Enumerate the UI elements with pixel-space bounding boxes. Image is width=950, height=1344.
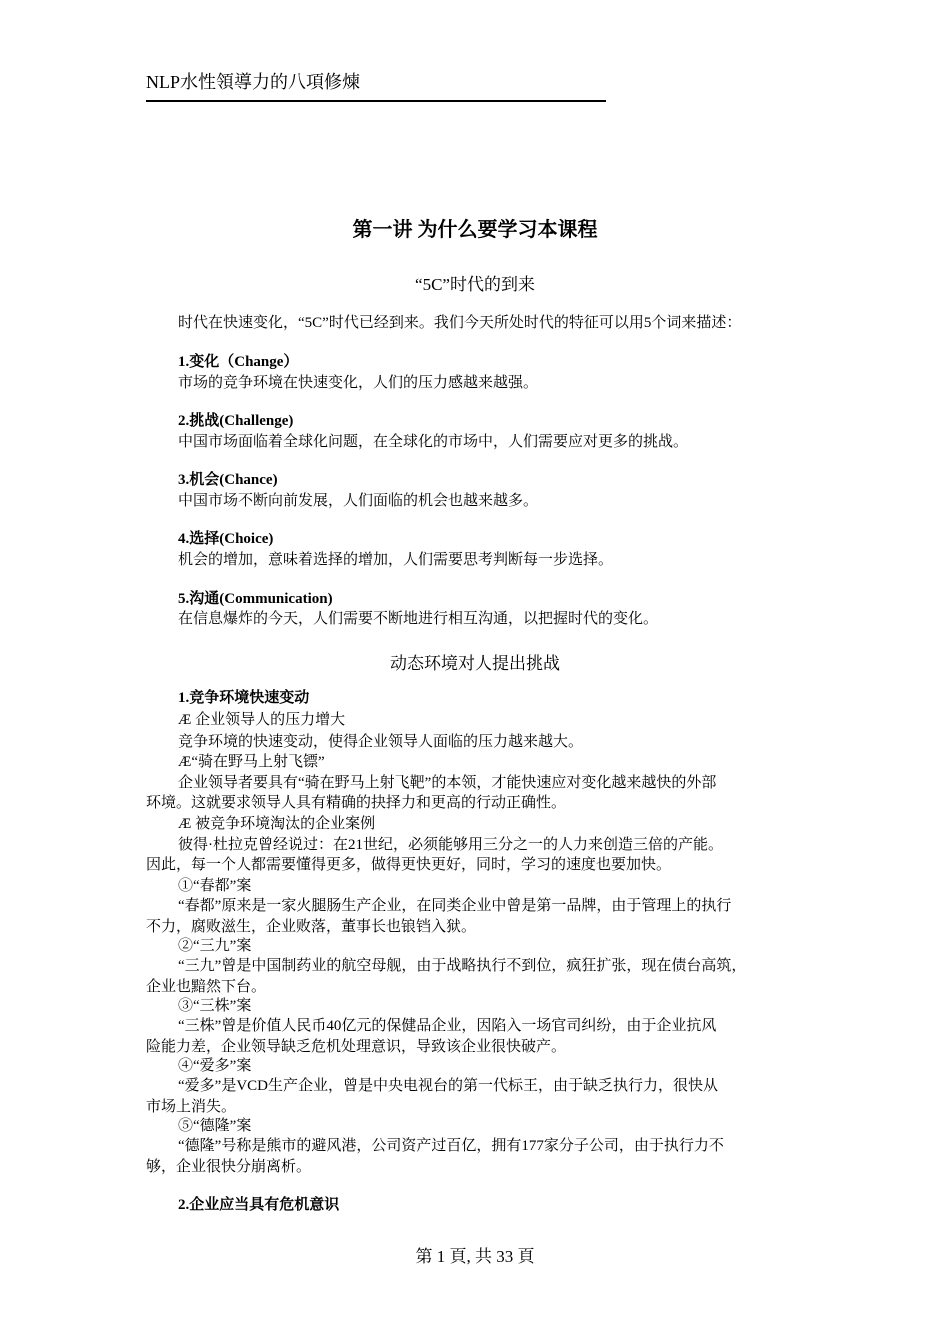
bullet-wild-horse: Æ“骑在野马上射飞镖” <box>178 754 325 770</box>
bullet-pressure: Æ 企业领导人的压力增大 <box>178 712 346 728</box>
item-title-change: 1.变化（Change） <box>178 354 299 370</box>
case-title-sanjiu: ②“三九”案 <box>178 938 252 954</box>
item-title-challenge: 2.挑战(Challenge) <box>178 413 294 429</box>
paragraph-line: 因此，每一个人都需要懂得更多，做得更快更好，同时，学习的速度也要加快。 <box>146 857 672 873</box>
paragraph-line: “春都”原来是一家火腿肠生产企业，在同类企业中曾是第一品牌，由于管理上的执行 <box>178 898 732 914</box>
paragraph-line: 市场上消失。 <box>146 1099 237 1115</box>
paragraph-line: “三株”曾是价值人民币40亿元的保健品企业，因陷入一场官司纠纷，由于企业抗风 <box>178 1018 717 1034</box>
paragraph-line: 企业领导者要具有“骑在野马上射飞靶”的本领，才能快速应对变化越来越快的外部 <box>178 775 717 791</box>
paragraph-line: 不力，腐败滋生，企业败落，董事长也锒铛入狱。 <box>146 919 477 935</box>
paragraph-line: 竞争环境的快速变动，使得企业领导人面临的压力越来越大。 <box>178 734 584 750</box>
paragraph-line: 彼得·杜拉克曾经说过：在21世纪，必须能够用三分之一的人力来创造三倍的产能。 <box>178 837 723 853</box>
page-footer: 第 1 頁, 共 33 頁 <box>415 1247 535 1266</box>
paragraph-line: “德隆”号称是熊市的避风港，公司资产过百亿，拥有177家分子公司，由于执行力不 <box>178 1138 724 1154</box>
paragraph-line: “三九”曾是中国制药业的航空母舰，由于战略执行不到位，疯狂扩张，现在债台高筑， <box>178 958 747 974</box>
subheading-crisis-awareness: 2.企业应当具有危机意识 <box>178 1197 340 1213</box>
header-rule <box>146 100 606 102</box>
section-heading-challenge: 动态环境对人提出挑战 <box>390 654 560 673</box>
item-text-communication: 在信息爆炸的今天，人们需要不断地进行相互沟通，以把握时代的变化。 <box>178 611 659 627</box>
item-title-chance: 3.机会(Chance) <box>178 472 278 488</box>
lecture-title: 第一讲 为什么要学习本课程 <box>352 219 598 241</box>
section-heading-5c: “5C”时代的到来 <box>415 275 535 294</box>
paragraph-line: 环境。这就要求领导人具有精确的抉择力和更高的行动正确性。 <box>146 795 567 811</box>
item-text-choice: 机会的增加，意味着选择的增加，人们需要思考判断每一步选择。 <box>178 552 614 568</box>
intro-paragraph: 时代在快速变化，“5C”时代已经到来。我们今天所处时代的特征可以用5个词来描述： <box>178 315 742 331</box>
item-text-change: 市场的竞争环境在快速变化，人们的压力感越来越强。 <box>178 375 539 391</box>
item-text-challenge: 中国市场面临着全球化问题，在全球化的市场中，人们需要应对更多的挑战。 <box>178 434 689 450</box>
case-title-sanzhu: ③“三株”案 <box>178 998 252 1014</box>
paragraph-line: “爱多”是VCD生产企业，曾是中央电视台的第一代标王，由于缺乏执行力，很快从 <box>178 1078 718 1094</box>
case-title-delong: ⑤“德隆”案 <box>178 1118 252 1134</box>
subheading-competition: 1.竞争环境快速变动 <box>178 690 310 706</box>
item-title-choice: 4.选择(Choice) <box>178 531 274 547</box>
running-header: NLP水性領導力的八項修煉 <box>146 72 361 92</box>
case-title-aiduo: ④“爱多”案 <box>178 1058 252 1074</box>
case-title-chundu: ①“春都”案 <box>178 878 252 894</box>
bullet-case-studies: Æ 被竞争环境淘汰的企业案例 <box>178 816 376 832</box>
paragraph-line: 险能力差，企业领导缺乏危机处理意识，导致该企业很快破产。 <box>146 1039 567 1055</box>
paragraph-line: 企业也黯然下台。 <box>146 979 267 995</box>
paragraph-line: 够，企业很快分崩离析。 <box>146 1159 312 1175</box>
item-title-communication: 5.沟通(Communication) <box>178 591 333 607</box>
item-text-chance: 中国市场不断向前发展，人们面临的机会也越来越多。 <box>178 493 539 509</box>
